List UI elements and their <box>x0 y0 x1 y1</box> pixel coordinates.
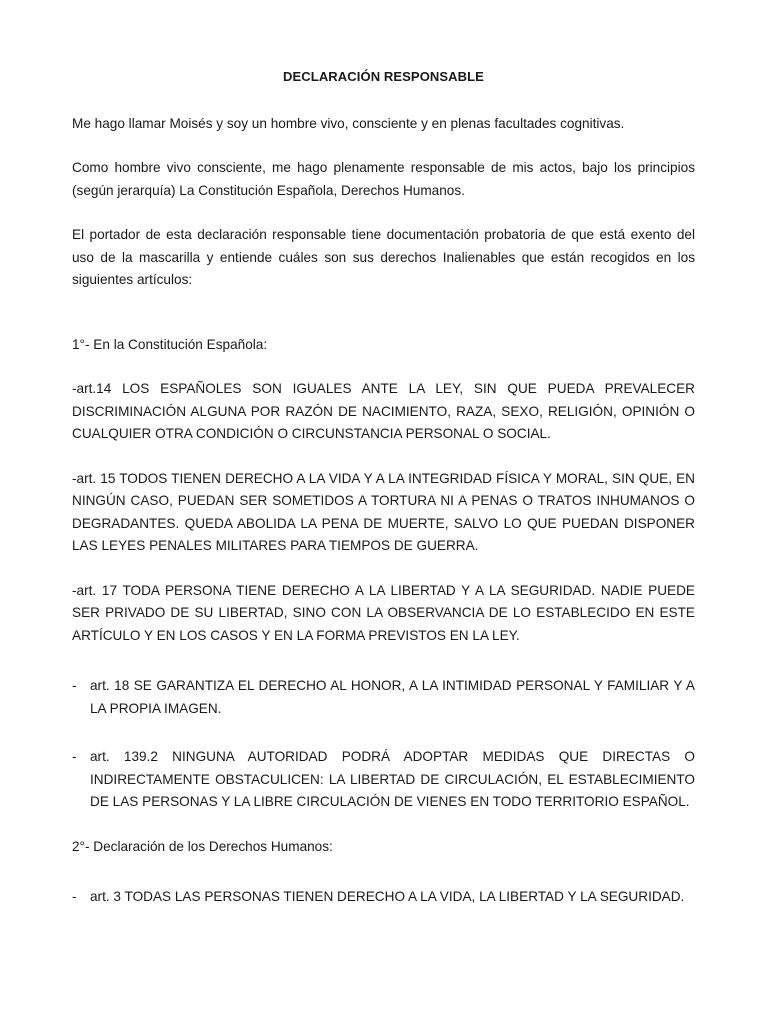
responsibility-paragraph: Como hombre vivo consciente, me hago plenamente responsable de mis actos, bajo los principios (según jerarquía) La Constitución Española, Derechos Humanos. <box>72 160 695 198</box>
article-3-item <box>72 886 695 909</box>
section-2-heading: 2°- Declaración de los Derechos Humanos: <box>72 838 333 854</box>
bullet-marker: - <box>72 749 77 764</box>
article-17: -art. 17 TODA PERSONA TIENE DERECHO A LA LIBERTAD Y A LA SEGURIDAD. NADIE PUEDE SER PRIVADO DE SU LIBERTAD, SINO CON LA OBSERVANCIA DE LO ESTABLECIDO EN ESTE ARTÍCULO Y EN LOS CASOS Y EN LA FORMA PREVISTOS EN LA LEY. <box>72 582 695 643</box>
article-14: -art.14 LOS ESPAÑOLES SON IGUALES ANTE LA LEY, SIN QUE PUEDA PREVALECER DISCRIMINACIÓN ALGUNA POR RAZÓN DE NACIMIENTO, RAZA, SEXO, RELIGIÓN, OPINIÓN O CUALQUIER OTRA CONDICIÓN O CIRCUNSTANCIA PERSONAL O SOCIAL. <box>72 381 695 441</box>
intro-paragraph: Me hago llamar Moisés y soy un hombre vivo, consciente y en plenas facultades cognitivas. <box>72 115 625 131</box>
article-3: art. 3 TODAS LAS PERSONAS TIENEN DERECHO A LA VIDA, LA LIBERTAD Y LA SEGURIDAD. <box>90 889 685 904</box>
bullet-marker: - <box>72 889 77 904</box>
document-title: DECLARACIÓN RESPONSABLE <box>283 69 484 84</box>
document-body <box>72 60 695 931</box>
article-18: art. 18 SE GARANTIZA EL DERECHO AL HONOR, A LA INTIMIDAD PERSONAL Y FAMILIAR Y A LA PROPIA IMAGEN. <box>90 678 695 716</box>
article-18-item <box>72 675 695 720</box>
bullet-marker: - <box>72 678 77 693</box>
exemption-paragraph: El portador de esta declaración responsable tiene documentación probatoria de que está exento del uso de la mascarilla y entiende cuáles son sus derechos Inalienables que están recogidos en los siguientes artículos: <box>72 227 695 287</box>
article-15: -art. 15 TODOS TIENEN DERECHO A LA VIDA Y A LA INTEGRIDAD FÍSICA Y MORAL, SIN QUE, EN NINGÚN CASO, PUEDAN SER SOMETIDOS A TORTURA NI A PENAS O TRATOS INHUMANOS O DEGRADANTES. QUEDA ABOLIDA LA PENA DE MUERTE, SALVO LO QUE PUEDAN DISPONER LAS LEYES PENALES MILITARES PARA TIEMPOS DE GUERRA. <box>72 470 695 553</box>
article-139-item <box>72 746 695 814</box>
section-1-heading: 1°- En la Constitución Española: <box>72 336 268 352</box>
article-139-2: art. 139.2 NINGUNA AUTORIDAD PODRÁ ADOPTAR MEDIDAS QUE DIRECTAS O INDIRECTAMENTE OBSTACULICEN: LA LIBERTAD DE CIRCULACIÓN, EL ESTABLECIMIENTO DE LAS PERSONAS Y LA LIBRE CIRCULACIÓN DE VIENES EN TODO TERRITORIO ESPAÑOL. <box>90 749 695 809</box>
